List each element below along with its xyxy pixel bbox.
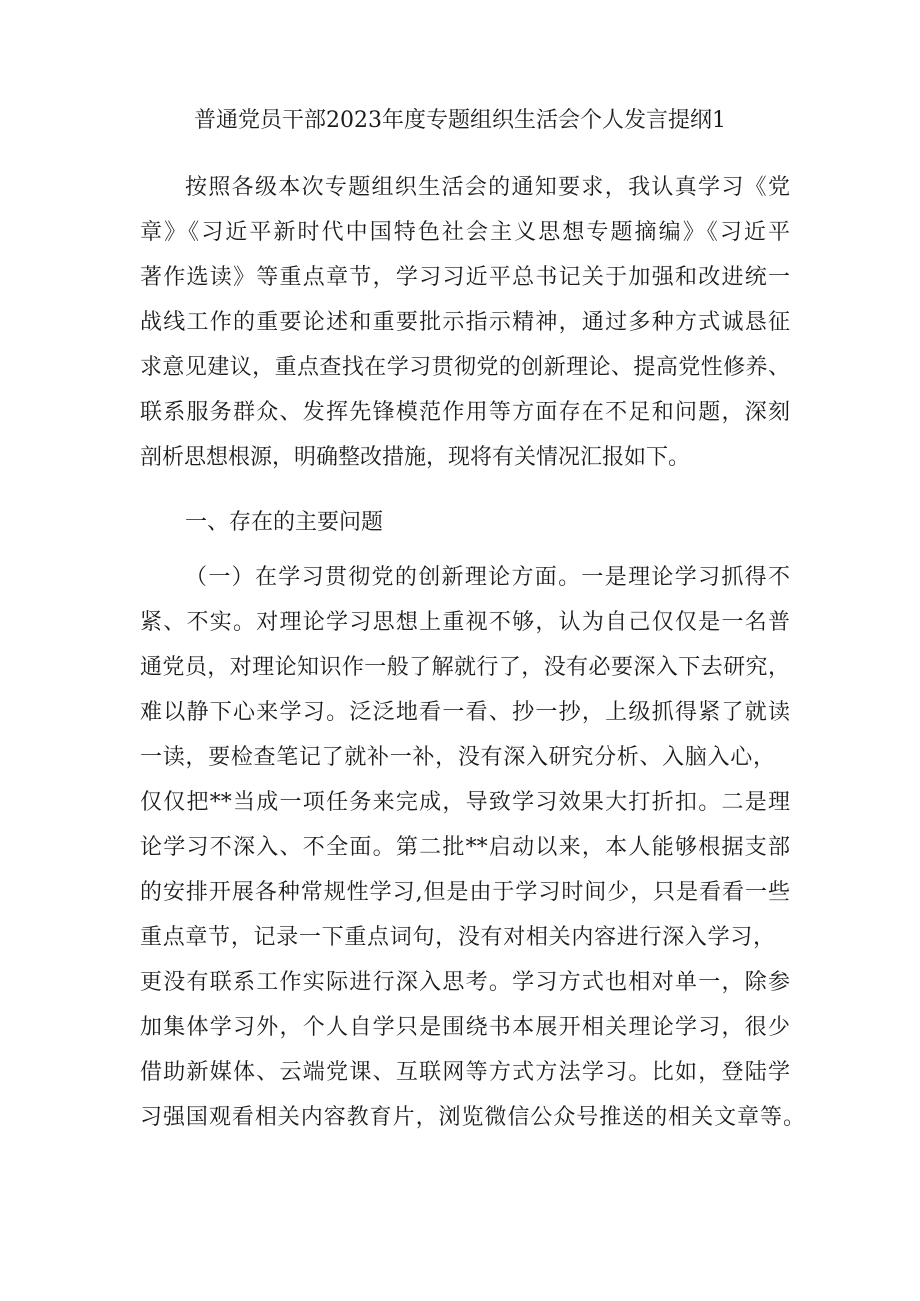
paragraph-line: 联系服务群众、发挥先锋模范作用等方面存在不足和问题，深刻 [140,400,790,425]
paragraph-line: 论学习不深入、不全面。第二批**启动以来，本人能够根据支部 [140,835,790,860]
paragraph-line: 求意见建议，重点查找在学习贯彻党的创新理论、提高党性修养、 [140,355,790,380]
paragraph-line: 著作选读》等重点章节，学习习近平总书记关于加强和改进统一 [140,265,790,290]
paragraph-line: 的安排开展各种常规性学习,但是由于学习时间少，只是看看一些 [140,880,790,905]
document-title: 普通党员干部2023年度专题组织生活会个人发言提纲1 [194,108,726,133]
paragraph-line: 按照各级本次专题组织生活会的通知要求，我认真学习《党 [185,175,790,200]
paragraph-line: 重点章节，记录一下重点词句，没有对相关内容进行深入学习， [140,925,775,950]
paragraph-line: 习强国观看相关内容教育片，浏览微信公众号推送的相关文章等。 [140,1105,805,1130]
paragraph-line: 紧、不实。对理论学习思想上重视不够，认为自己仅仅是一名普 [140,610,790,635]
paragraph-line: 更没有联系工作实际进行深入思考。学习方式也相对单一，除参 [140,970,790,995]
paragraph-line: 剖析思想根源，明确整改措施，现将有关情况汇报如下。 [140,445,691,470]
paragraph-line: 加集体学习外，个人自学只是围绕书本展开相关理论学习，很少 [140,1015,790,1040]
paragraph-line: 章》《习近平新时代中国特色社会主义思想专题摘编》《习近平 [140,220,790,245]
paragraph-line: （一）在学习贯彻党的创新理论方面。一是理论学习抓得不 [185,565,790,590]
paragraph-line: 仅仅把**当成一项任务来完成，导致学习效果大打折扣。二是理 [140,790,790,815]
paragraph-line: 战线工作的重要论述和重要批示指示精神，通过多种方式诚恳征 [140,310,790,335]
paragraph-line: 通党员，对理论知识作一般了解就行了，没有必要深入下去研究， [140,655,790,680]
paragraph-line: 借助新媒体、云端党课、互联网等方式方法学习。比如，登陆学 [140,1060,790,1085]
section-heading: 一、存在的主要问题 [185,510,384,535]
paragraph-line: 难以静下心来学习。泛泛地看一看、抄一抄，上级抓得紧了就读 [140,700,790,725]
paragraph-line: 一读，要检查笔记了就补一补，没有深入研究分析、入脑入心， [140,745,775,770]
